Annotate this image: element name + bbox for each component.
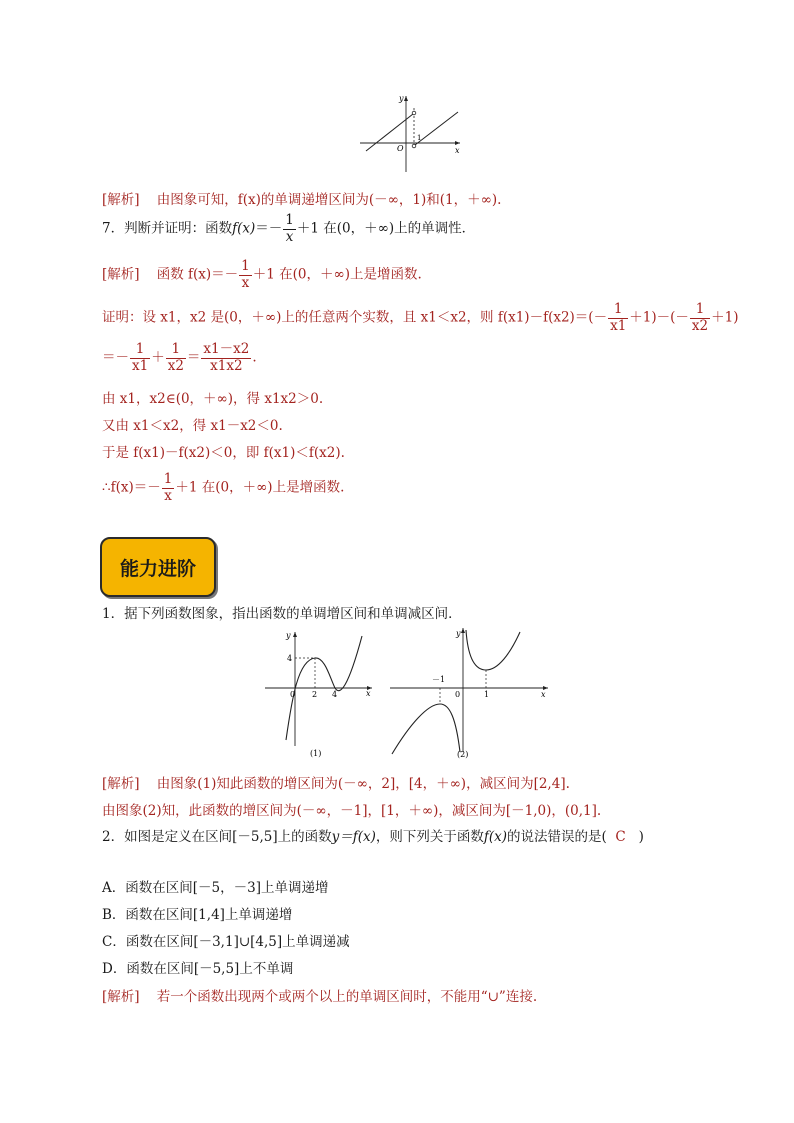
q7-eq: ＝－ [255,220,283,237]
open-point-right [412,144,416,148]
left-branch-curve [392,704,460,754]
y-label: y [399,94,404,103]
adv2-option-c: C．函数在区间[－3,1]∪[4,5]上单调递减 [102,934,350,950]
tick-1: 1 [484,690,490,699]
x-axis-arrow [455,141,460,145]
adv2-explanation: [解析] 若一个函数出现两个或两个以上的单调区间时，不能用“∪”连接. [102,989,538,1005]
tick-one-label: 1 [417,134,422,142]
q7-prefix: 7．判断并证明：函数 [102,220,233,237]
analysis-label: [解析] [102,776,140,792]
x-label: x [541,690,546,699]
adv2-option-d: D．函数在区间[－5,5]上不单调 [102,961,294,977]
x-label: x [455,146,460,155]
tick-neg1: －1 [432,675,446,684]
adv1-graph-1 [262,628,377,760]
q7-proof-line-1: 证明：设 x1，x2 是(0，＋∞)上的任意两个实数，且 x1＜x2，则 f(x1)－f(x2)＝(－ $\frac{1}{x1}$ ＋1)－(－ $\frac{1}{x2}$ ＋1) [102,301,739,334]
adv2-option-b: B．函数在区间[1,4]上单调递增 [102,907,293,923]
tick-4-x: 4 [332,690,338,699]
y-axis-arrow [293,632,297,637]
y-axis-arrow [404,96,408,101]
adv1-question: 1．据下列函数图象，指出函数的单调增区间和单调减区间． [102,606,462,622]
adv1-graph-2 [388,624,553,760]
q7-proof-line-3: 由 x1，x2∈(0，＋∞)，得 x1x2＞0. [102,391,324,407]
q7-proof-line-6: ∴f(x)＝－ $\frac{1}{x}$ ＋1 在(0，＋∞)上是增函数. [102,471,345,504]
origin-label: 0 [455,690,461,699]
adv2-answer-letter: C [615,829,626,845]
adv2-question: 2．如图是定义在区间[－5,5]上的函数y＝f(x)，则下列关于函数f(x)的说法错误的是( C ) [102,829,644,845]
q6-answer-text: 由图象可知，f(x)的单调递增区间为(－∞，1)和(1，＋∞). [156,192,502,208]
adv1-answer-2: 由图象(2)知，此函数的增区间为(－∞，－1]，[1，＋∞)，减区间为[－1,0)，(0,1]. [102,803,602,819]
right-branch-curve [466,630,520,670]
analysis-label: [解析] [102,989,140,1005]
q7-proof-line-5: 于是 f(x1)－f(x2)＜0，即 f(x1)＜f(x2). [102,445,345,461]
tick-2-x: 2 [312,690,318,699]
analysis-label: [解析] [102,266,140,283]
adv2-option-a: A．函数在区间[－5，－3]上单调递增 [102,880,329,896]
q7-question [102,213,475,245]
adv1-answer-1: [解析] 由图象(1)知此函数的增区间为(－∞，2]，[4，＋∞)，减区间为[2,4]. [102,776,570,792]
analysis-label: [解析] [102,192,140,208]
origin-label: 0 [290,690,296,699]
open-point-left [412,111,416,115]
q7-fx: f(x) [232,220,256,237]
origin-label: O [397,144,404,153]
q7-fraction: $\frac{1}{x}$ [285,212,294,245]
caption-2: (2) [457,750,469,759]
section-title-badge: 能力进阶 [100,537,216,597]
q7-proof-line-2: ＝－ $\frac{1}{x1}$ ＋ $\frac{1}{x2}$ ＝ $\frac{x1-x2}{x1x2}$ . [102,341,257,374]
q6-answer [102,188,501,208]
q7-proof-line-4: 又由 x1＜x2，得 x1－x2＜0. [102,418,283,434]
x-label: x [366,689,371,698]
y-label: y [286,631,291,640]
y-axis-arrow [461,628,465,633]
q7-suffix: ＋1 在(0，＋∞)上的单调性． [296,220,476,237]
y-label: y [456,629,461,638]
caption-1: (1) [310,749,322,758]
top-function-graph [356,92,466,176]
tick-4-y: 4 [287,654,293,663]
q7-answer: [解析] 函数 f(x)＝－ $\frac{1}{x}$ ＋1 在(0，＋∞)上是增函数. [102,258,422,291]
